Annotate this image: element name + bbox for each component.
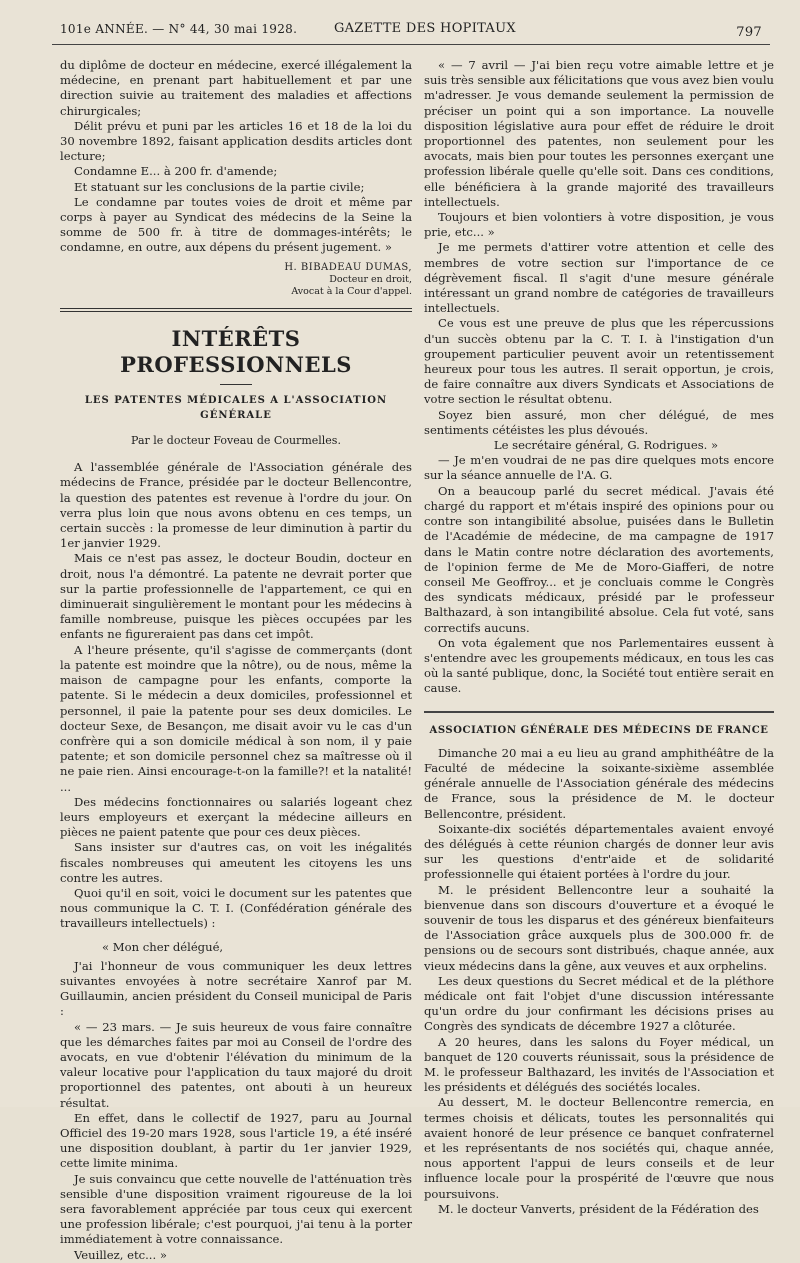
paragraph: M. le docteur Vanverts, président de la Fédération des: [438, 1201, 759, 1216]
paragraph: Ce vous est une preuve de plus que les répercussions d'un succès obtenu par la C. T. I. à l'instigation d'un groupement particulier peuvent avoir un retentissement heureux pour tous les autres. Il serait opportun, je crois, de faire connaître aux divers Syndicats et Associations de votre section le résultat obtenu.: [424, 316, 774, 407]
signature-block: [60, 262, 412, 298]
article-headline: ASSOCIATION GÉNÉRALE DES MÉDECINS DE FRANCE: [429, 724, 769, 736]
issue-info: 101e ANNÉE. — N° 44, 30 mai 1928.: [60, 22, 298, 36]
page-number: 797: [736, 25, 762, 40]
paragraph: du diplôme de docteur en médecine, exercé illégalement la médecine, en prenant part habituellement et par une direction suivie au traitement des maladies et affections chirurgicales;: [60, 58, 412, 118]
paragraph: Quoi qu'il en soit, voici le document sur les patentes que nous communique la C. T. I. (Confédération générale des travailleurs intellectuels) :: [60, 885, 412, 931]
paragraph: Le condamne par toutes voies de droit et même par corps à payer au Syndicat des médecins de la Seine la somme de 500 fr. à titre de dommages-intérêts; le condamne, en outre, aux dépens du présent jugement. »: [60, 194, 412, 255]
article-headline: LES PATENTES MÉDICALES A L'ASSOCIATION GÉNÉRALE: [84, 394, 388, 421]
paragraph: Des médecins fonctionnaires ou salariés logeant chez leurs employeurs et exerçant la médecine ailleurs en pièces ne paient patente que pour ces deux pièces.: [60, 794, 412, 840]
paragraph: On vota également que nos Parlementaires eussent à s'entendre avec les groupements médicaux, en tous les cas où la santé publique, donc, la Société tout entière serait en cause.: [424, 635, 774, 696]
paragraph: « — 23 mars. — Je suis heureux de vous faire connaître que les démarches faites par moi au Conseil de l'ordre des avocats, en vue d'obtenir l'élévation du minimum de la valeur locative pour l'application du taux majoré du droit proportionnel des patentes, ont abouti à un heureux résultat.: [60, 1019, 412, 1110]
paragraph: Je suis convaincu que cette nouvelle de l'atténuation très sensible d'une disposition vraiment rigoureuse de la loi sera favorablement appréciée par tous ceux qui exercent une profession libérale; c'est pourquoi, j'ai tenu à la porter immédiatement à votre connaissance.: [60, 1171, 412, 1247]
paragraph: Au dessert, M. le docteur Bellencontre remercia, en termes choisis et délicats, toutes les personnalités qui avaient honoré de leur présence ce banquet confraternel et les représentants de nos sociétés qui, chaque année, nous apportent l'appui de leurs conseils et de leur influence locale pour la prospérité de l'œuvre que nous poursuivons.: [424, 1095, 774, 1201]
paragraph: En effet, dans le collectif de 1927, paru au Journal Officiel des 19-20 mars 1928, sous l'article 19, a été inséré une disposition doublant, à partir du 1er janvier 1929, cette limite minima.: [60, 1110, 412, 1171]
paragraph: On a beaucoup parlé du secret médical. J'avais été chargé du rapport et m'étais inspiré des opinions pour ou contre son intangibilité absolue, puisées dans le Bulletin de l'Académie de médecine, de ma campagne de 1917 dans le Matin contre notre déclaration des avortements, de l'opinion ferme de Me de Moro-Giafferi, de notre conseil Me Geoffroy... et je concluais comme le Congrès des syndicats médicaux, présidé par le professeur Balthazard, à son intangibilité absolue. Cela fut voté, sans correctifs aucuns.: [424, 483, 774, 635]
paragraph: A 20 heures, dans les salons du Foyer médical, un banquet de 120 couverts réunissait, sous la présidence de M. le professeur Balthazard, les invités de l'Association et les présidents et délégués des sociétés locales.: [424, 1034, 774, 1095]
letter-signoff: Le secrétaire général, G. Rodrigues. »: [493, 438, 719, 453]
header-rule: [52, 44, 770, 45]
paragraph: Toujours et bien volontiers à votre disposition, je vous prie, etc... »: [424, 210, 774, 240]
paragraph: Soixante-dix sociétés départementales avaient envoyé des délégués à cette réunion chargés de donner leur avis sur les questions d'entr'aide et de solidarité professionnelle qui étaient portées à l'ordre du jour.: [424, 821, 774, 882]
paragraph: Les deux questions du Secret médical et de la pléthore médicale ont fait l'objet d'une discussion intéressante qu'un ordre du jour confirmant les décisions prises au Congrès des syndicats de décembre 1927 a clôturée.: [424, 973, 774, 1034]
paragraph: Délit prévu et puni par les articles 16 et 18 de la loi du 30 novembre 1892, faisant application desdits articles dont lecture;: [60, 118, 412, 164]
paragraph: « — 7 avril — J'ai bien reçu votre aimable lettre et je suis très sensible aux félicitations que vous avez bien voulu m'adresser. Je vous demande seulement la permission de préciser un point qui a son importance. La nouvelle disposition législative aura pour effet de réduire le droit proportionnel des patentes, non seulement pour les avocats, mais bien pour toutes les personnes exerçant une profession libérale quelle qu'elle soit. Dans ces conditions, elle bénéficiera à la grande majorité des travailleurs intellectuels.: [424, 58, 774, 209]
paragraph: Mais ce n'est pas assez, le docteur Boudin, docteur en droit, nous l'a démontré. La patente ne devrait porter que sur la partie professionnelle de l'appartement, ce qui en diminuerait singulièrement le montant pour les médecins à famille nombreuse, puisque les pièces occupées par les enfants ne figureraient pas dans cet impôt.: [60, 551, 412, 642]
paragraph: — Je m'en voudrai de ne pas dire quelques mots encore sur la séance annuelle de l'A. G.: [424, 453, 774, 483]
letter-greeting: « Mon cher délégué,: [102, 939, 224, 954]
left-column: [60, 58, 412, 1263]
paragraph: Sans insister sur d'autres cas, on voit les inégalités fiscales nombreuses qui ameutent les citoyens les uns contre les autres.: [60, 840, 412, 885]
paragraph: A l'assemblée générale de l'Association générale des médecins de France, présidée par le docteur Bellencontre, la question des patentes est revenue à l'ordre du jour. On verra plus loin que nous avons obtenu en ces temps, un certain succès : la promesse de leur diminution à partir du 1er janvier 1929.: [60, 460, 412, 551]
section-divider: [60, 308, 412, 312]
section-divider: [424, 711, 774, 713]
paragraph: A l'heure présente, qu'il s'agisse de commerçants (dont la patente est moindre que la nôtre), ou de nous, même la maison de campagne pour les enfants, comporte la patente. Si le médecin a deux domiciles, professionnel et personnel, il paie la patente pour ses deux domiciles. Le docteur Sexe, de Besançon, me disait avoir vu le cas d'un confrère qui a son domicile médical à son nom, il y paie patente; et son domicile personnel chez sa maîtresse où il ne paie rien. Ainsi encourage-t-on la famille?! et la natalité! ...: [60, 642, 412, 794]
paragraph: Dimanche 20 mai a eu lieu au grand amphithéâtre de la Faculté de médecine la soixante-sixième assemblée générale annuelle de l'Association générale des médecins de France, sous la présidence de M. le docteur Bellencontre, président.: [424, 745, 774, 821]
publication-title: GAZETTE DES HOPITAUX: [334, 21, 516, 36]
title-rule: [220, 384, 252, 385]
paragraph: Condamne E... à 200 fr. d'amende;: [74, 164, 278, 179]
paragraph: Et statuant sur les conclusions de la partie civile;: [74, 179, 365, 194]
paragraph: Je me permets d'attirer votre attention et celle des membres de votre section sur l'importance de ce dégrèvement fiscal. Il s'agit d'une mesure générale intéressant un grand nombre de catégories de travailleurs intellectuels.: [424, 240, 774, 316]
section-title: INTÉRÊTS PROFESSIONNELS: [120, 325, 352, 377]
paragraph: M. le président Bellencontre leur a souhaité la bienvenue dans son discours d'ouverture et a évoqué le souvenir de tous les disparus et des généreux bienfaiteurs de l'Association grâce auxquels plus de 300.000 fr. de pensions ou de secours sont distribués, chaque année, aux vieux médecins dans la gêne, aux veuves et aux orphelins.: [424, 882, 774, 973]
signature-title: Avocat à la Cour d'appel.: [291, 285, 412, 297]
article-byline: Par le docteur Foveau de Courmelles.: [131, 434, 341, 448]
paragraph: Soyez bien assuré, mon cher délégué, de mes sentiments cétéistes les plus dévoués.: [424, 407, 774, 437]
signature-title: Docteur en droit,: [329, 273, 412, 285]
paragraph: Veuillez, etc... »: [74, 1247, 167, 1262]
right-column: [424, 58, 774, 1217]
page-header: [52, 18, 770, 44]
paragraph: J'ai l'honneur de vous communiquer les deux lettres suivantes envoyées à notre secrétaire Xanrof par M. Guillaumin, ancien président du Conseil municipal de Paris :: [60, 958, 412, 1019]
signature-name: H. BIBADEAU DUMAS,: [284, 261, 412, 273]
